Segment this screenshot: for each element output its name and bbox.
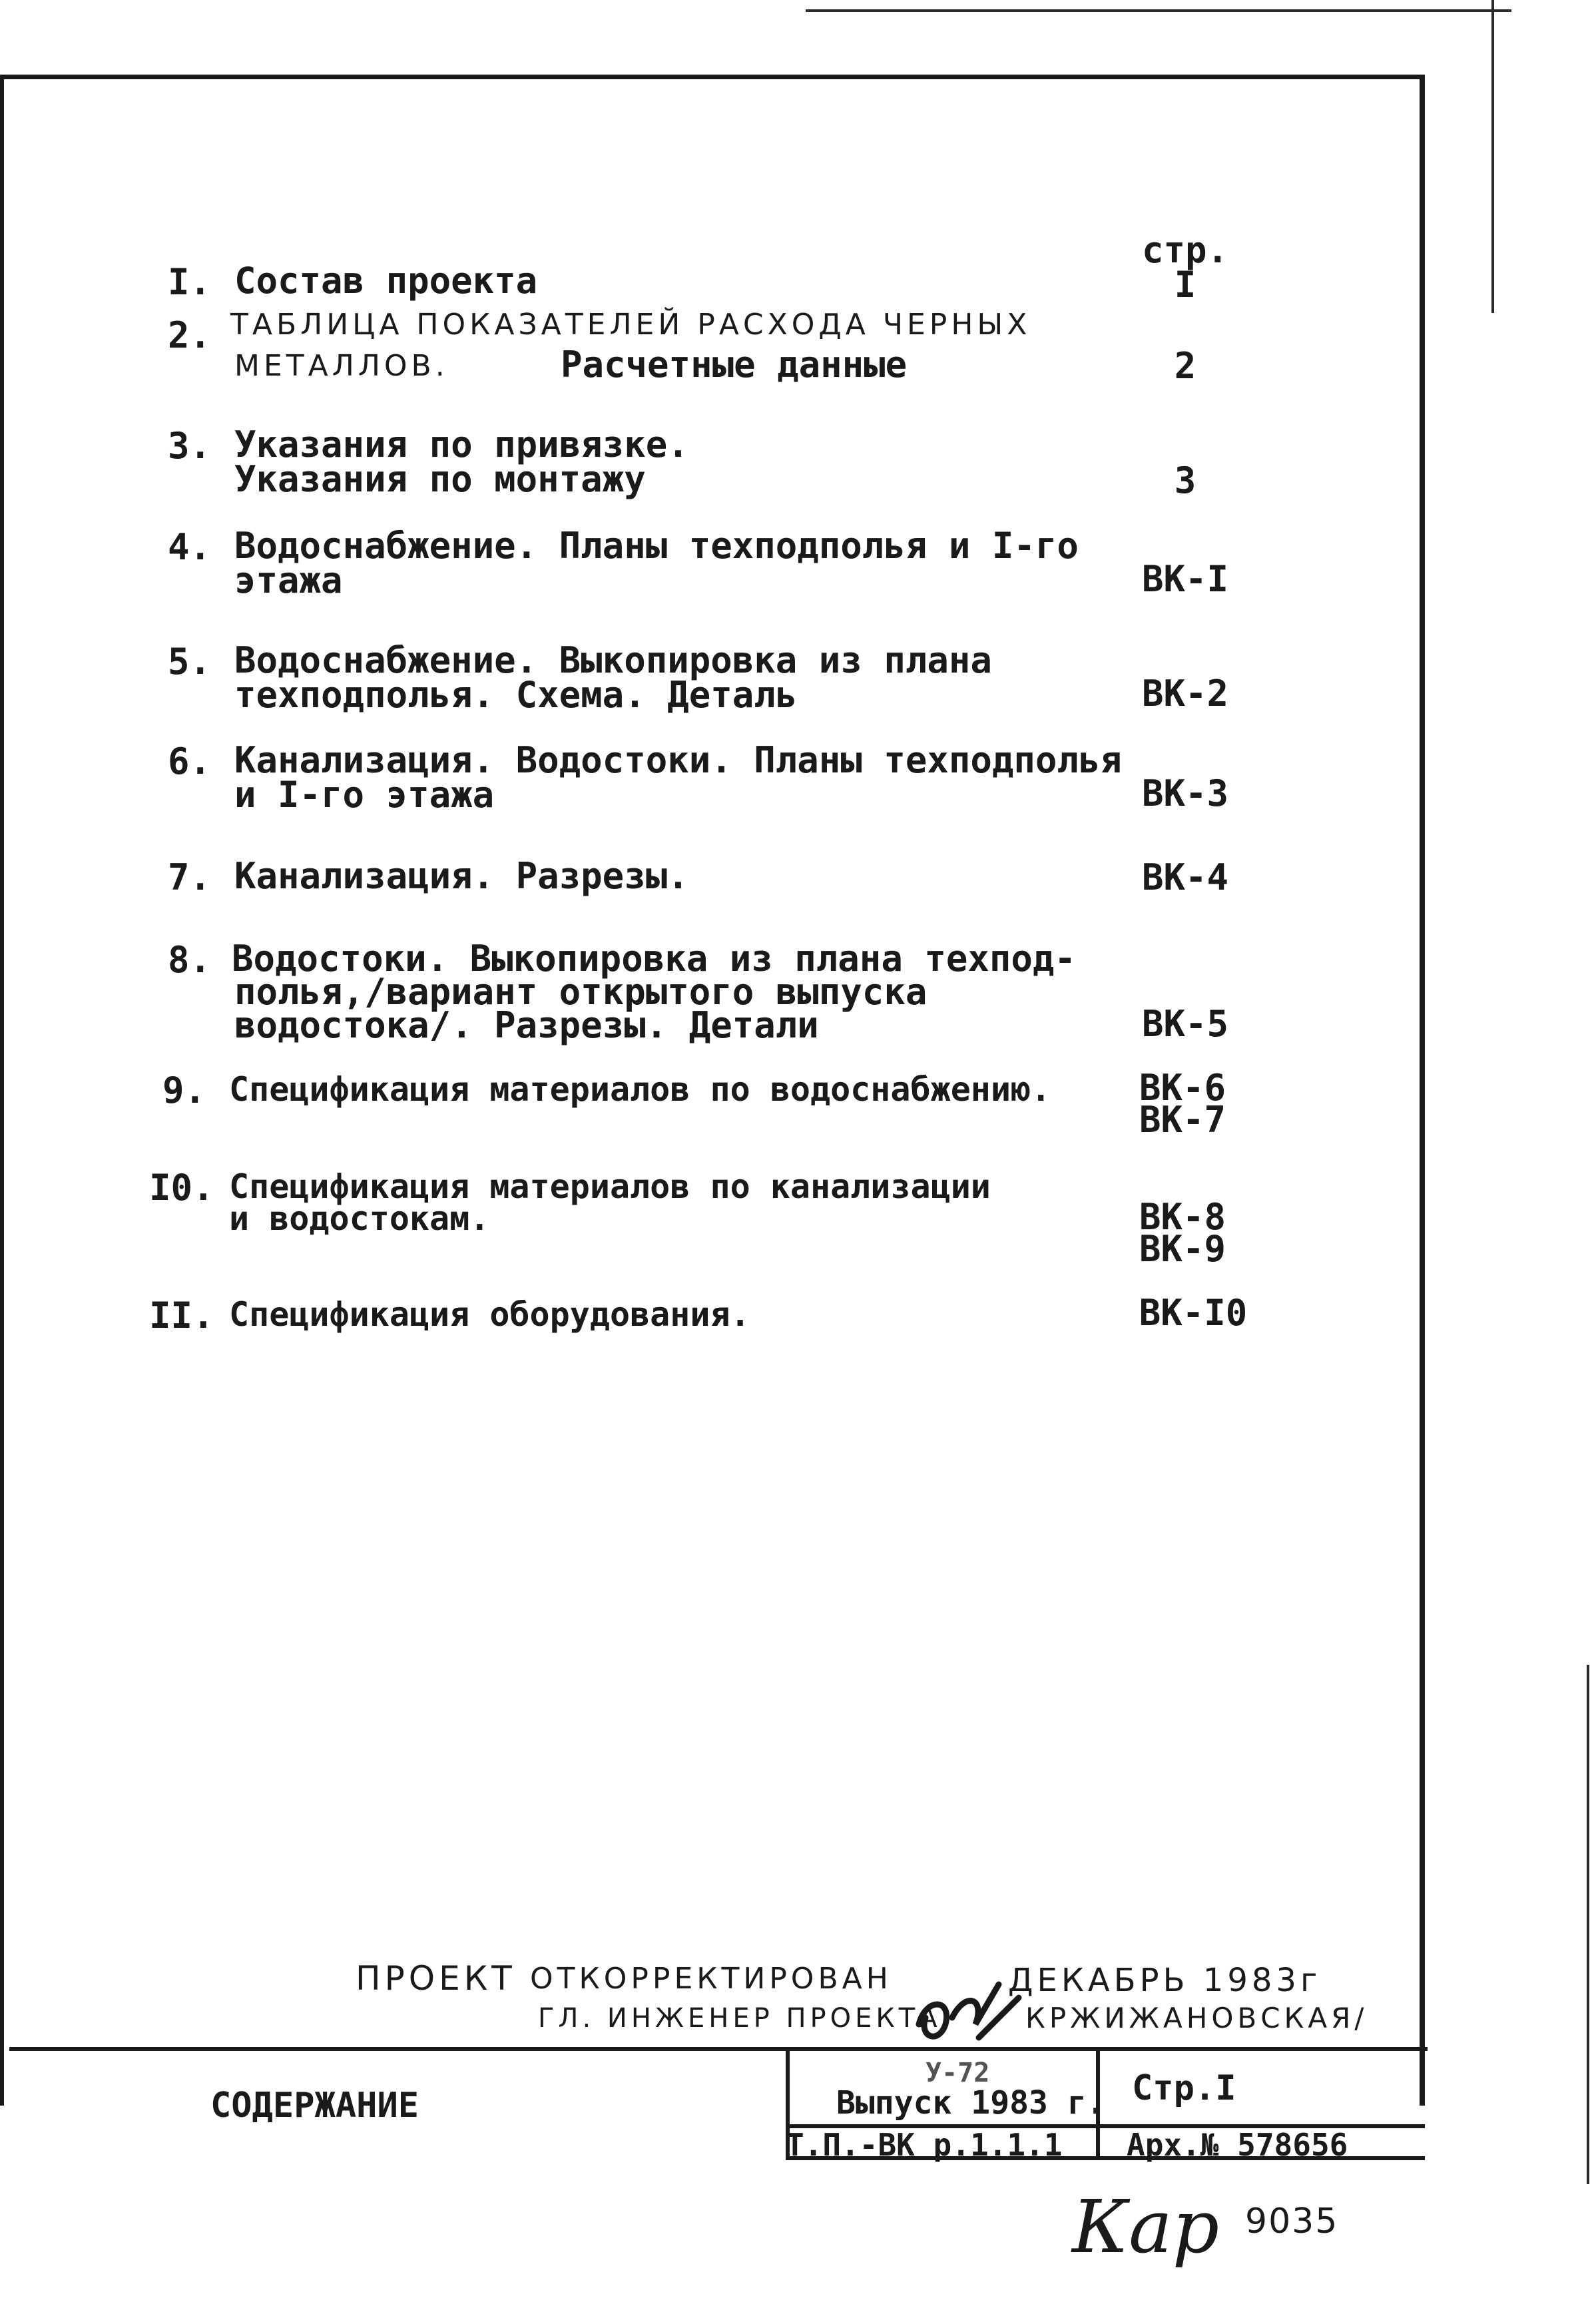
item-page: ВК-3 bbox=[1141, 772, 1229, 814]
item-title: Водостоки. Выкопировка из плана техпод- bbox=[232, 938, 1076, 980]
note-date: ДЕКАБРЬ 1983г bbox=[1008, 1962, 1322, 1999]
item-page: I bbox=[1174, 264, 1196, 306]
item-title: Состав проекта bbox=[234, 260, 538, 302]
note-project: ПРОЕКТ bbox=[356, 1959, 516, 1998]
archive-number: Арх.№ 578656 bbox=[1127, 2127, 1348, 2163]
item-title: Водоснабжение. Выкопировка из плана bbox=[234, 639, 992, 681]
item-title: Спецификация оборудования. bbox=[229, 1295, 750, 1334]
issue-overwrite: У-72 bbox=[926, 2058, 990, 2088]
sheet-number: Стр.I bbox=[1132, 2068, 1236, 2108]
right-edge-line-lower bbox=[1587, 1665, 1589, 2184]
item-page: ВК-5 bbox=[1141, 1003, 1229, 1045]
item-title: Спецификация материалов по канализации bbox=[229, 1167, 991, 1206]
item-page: ВК-2 bbox=[1141, 673, 1229, 715]
item-title-line2: и водостокам. bbox=[229, 1199, 490, 1238]
item-number: I. bbox=[168, 261, 212, 303]
note-engineer-name: КРЖИЖАНОВСКАЯ/ bbox=[1025, 2002, 1368, 2034]
right-edge-line bbox=[1491, 0, 1494, 313]
note-chief-engineer: ГЛ. ИНЖЕНЕР ПРОЕКТА bbox=[538, 2003, 941, 2034]
item-title-line2: полья,/вариант открытого выпуска bbox=[234, 971, 928, 1013]
item-title-handwritten: ТАБЛИЦА ПОКАЗАТЕЛЕЙ РАСХОДА ЧЕРНЫХ bbox=[230, 308, 1031, 342]
item-page: 3 bbox=[1174, 459, 1196, 501]
item-number: 3. bbox=[168, 425, 212, 467]
item-number: 7. bbox=[168, 856, 212, 898]
item-page: ВК-I bbox=[1141, 558, 1229, 600]
item-page: 2 bbox=[1174, 345, 1196, 387]
item-number: 9. bbox=[162, 1069, 206, 1111]
item-number: 8. bbox=[168, 939, 212, 981]
note-corrected: ОТКОРРЕКТИРОВАН bbox=[530, 1962, 892, 1996]
frame-right-border bbox=[1420, 75, 1425, 2106]
item-page-2: ВК-7 bbox=[1139, 1099, 1226, 1141]
item-title-line2: Указания по монтажу bbox=[234, 458, 646, 500]
item-title: Указания по привязке. bbox=[234, 424, 689, 465]
item-title: Спецификация материалов по водоснабжению. bbox=[229, 1070, 1051, 1109]
title-block-top-line bbox=[9, 2047, 1428, 2051]
engineer-signature-icon bbox=[912, 1971, 1032, 2058]
item-title-handwritten-2: МЕТАЛЛОВ. bbox=[234, 349, 449, 383]
item-number: 2. bbox=[168, 314, 212, 356]
item-title: Канализация. Водостоки. Планы техподполья bbox=[234, 739, 1122, 781]
item-page: ВК-I0 bbox=[1139, 1292, 1248, 1334]
item-number: 5. bbox=[168, 641, 212, 683]
item-title: Водоснабжение. Планы техподполья и I-го bbox=[234, 525, 1079, 567]
frame-top-border bbox=[0, 75, 1425, 79]
item-title-line2: этажа bbox=[234, 559, 343, 601]
item-number: II. bbox=[149, 1295, 214, 1336]
top-edge-line bbox=[806, 9, 1511, 12]
item-title-line3: водостока/. Разрезы. Детали bbox=[234, 1004, 819, 1046]
handwritten-signature: Кар bbox=[1072, 2184, 1220, 2269]
item-page-2: ВК-9 bbox=[1139, 1228, 1226, 1270]
item-page: ВК-8 bbox=[1139, 1196, 1226, 1238]
page-column-header: стр. bbox=[1141, 229, 1229, 271]
document-title: СОДЕРЖАНИЕ bbox=[210, 2086, 419, 2126]
item-title-line2: и I-го этажа bbox=[234, 774, 495, 816]
item-title-line2: техподполья. Схема. Деталь bbox=[234, 674, 798, 716]
issue-label: Выпуск 1983 г. bbox=[836, 2084, 1106, 2122]
item-number: 4. bbox=[168, 526, 212, 568]
item-title: Канализация. Разрезы. bbox=[234, 855, 689, 897]
item-number: I0. bbox=[149, 1167, 214, 1209]
item-page: ВК-6 bbox=[1139, 1067, 1226, 1109]
item-number: 6. bbox=[168, 740, 212, 782]
frame-left-border bbox=[0, 75, 4, 2106]
item-page: ВК-4 bbox=[1141, 856, 1229, 898]
item-title: Расчетные данные bbox=[561, 344, 908, 386]
project-code: Т.П.-ВК р.1.1.1 bbox=[786, 2127, 1063, 2163]
margin-number: 9035 bbox=[1245, 2201, 1339, 2241]
